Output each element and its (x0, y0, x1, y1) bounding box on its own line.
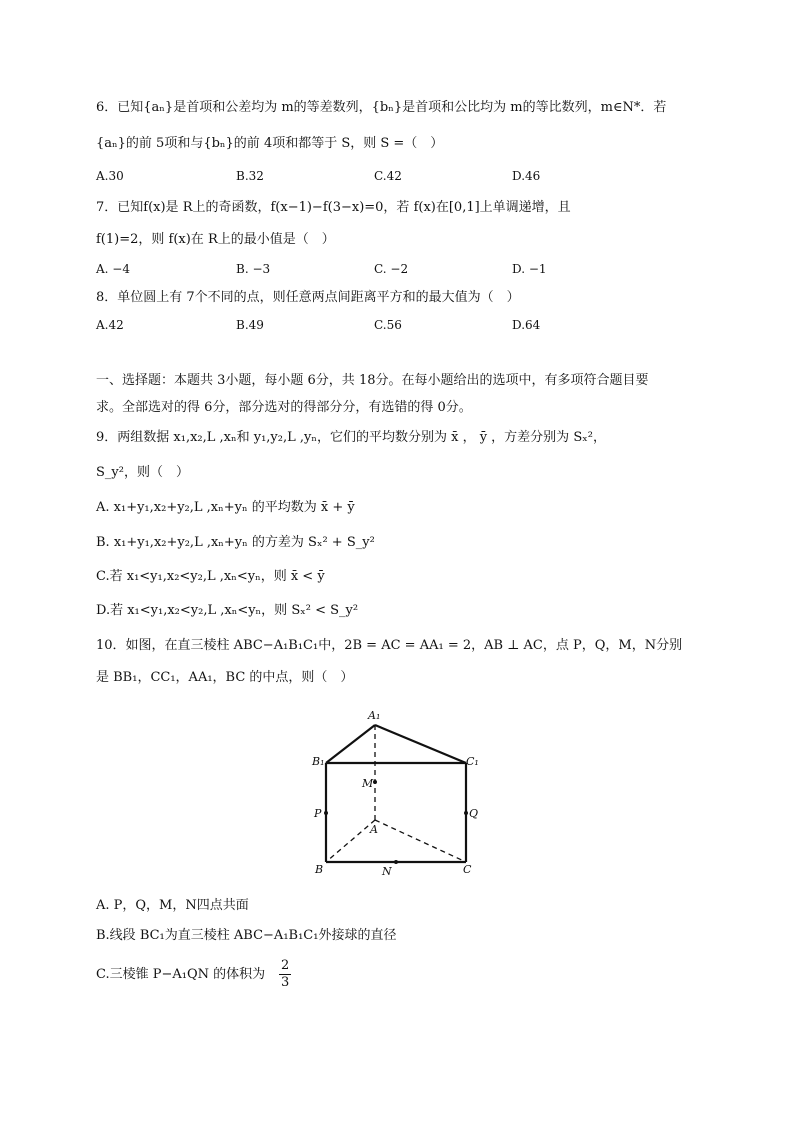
q7-option-b: B. −3 (236, 262, 271, 276)
label-n: N (382, 865, 392, 878)
q8-stem: 8．单位圆上有 7个不同的点，则任意两点间距离平方和的最大值为（ ） (96, 290, 520, 305)
q7-option-d: D. −1 (512, 262, 547, 276)
fraction-denominator: 3 (281, 975, 290, 990)
edge-b1a1 (326, 725, 375, 763)
q7-stem-line2: f(1)=2，则 f(x)在 R上的最小值是（ ） (96, 232, 335, 247)
q7-options (96, 262, 656, 282)
q6-stem-line2: {aₙ}的前 5项和与{bₙ}的前 4项和都等于 S，则 S =（ ） (96, 136, 444, 151)
q9-option-c: C.若 x₁<y₁,x₂<y₂,L ,xₙ<yₙ，则 x̄ < ȳ (96, 569, 325, 584)
q8-option-a: A.42 (96, 318, 124, 332)
label-c1: C₁ (466, 755, 479, 768)
q6-option-a: A.30 (96, 169, 124, 183)
label-a1: A₁ (368, 709, 381, 722)
q10-option-b: B.线段 BC₁为直三棱柱 ABC−A₁B₁C₁外接球的直径 (96, 928, 397, 943)
q10-stem-line2: 是 BB₁，CC₁，AA₁，BC 的中点，则（ ） (96, 670, 354, 685)
q6-stem-line1: 6．已知{aₙ}是首项和公差均为 m的等差数列，{bₙ}是首项和公比均为 m的等比数列，m∈N*．若 (96, 100, 667, 115)
q9-option-b: B. x₁+y₁,x₂+y₂,L ,xₙ+yₙ 的方差为 Sₓ² + S_y² (96, 535, 375, 550)
q8-option-b: B.49 (236, 318, 264, 332)
prism-solid-edges (326, 725, 466, 862)
q7-stem-line1: 7．已知f(x)是 R上的奇函数，f(x−1)−f(3−x)=0，若 f(x)在[0,1]上单调递增，且 (96, 200, 571, 215)
q9-option-a: A. x₁+y₁,x₂+y₂,L ,xₙ+yₙ 的平均数为 x̄ + ȳ (96, 500, 355, 515)
midpoint-dots (324, 780, 468, 864)
section-instructions-line1: 一、选择题：本题共 3小题，每小题 6分，共 18分。在每小题给出的选项中，有多项符合题目要 (96, 373, 649, 388)
label-b: B (315, 863, 324, 876)
q9-stem-line1: 9．两组数据 x₁,x₂,L ,xₙ和 y₁,y₂,L ,yₙ，它们的平均数分别为 x̄ ， ȳ ，方差分别为 Sₓ²， (96, 430, 606, 445)
q6-option-d: D.46 (512, 169, 541, 183)
edge-ac (375, 820, 466, 862)
q8-option-c: C.56 (374, 318, 402, 332)
q10-stem-line1: 10．如图，在直三棱柱 ABC−A₁B₁C₁中，2B = AC = AA₁ = 2，AB ⊥ AC，点 P，Q，M，N分别 (96, 638, 683, 653)
q8-options (96, 318, 656, 338)
point-m (373, 780, 377, 784)
edge-a1c1 (375, 725, 466, 763)
label-c: C (463, 863, 472, 876)
label-b1: B₁ (312, 755, 325, 768)
label-q: Q (469, 807, 479, 820)
prism-figure (310, 705, 490, 885)
point-n (394, 860, 398, 864)
label-p: P (314, 807, 322, 820)
q6-option-c: C.42 (374, 169, 402, 183)
q10-option-a: A. P，Q，M，N四点共面 (96, 898, 249, 913)
fraction-numerator: 2 (281, 958, 290, 973)
q6-options (96, 169, 656, 189)
q8-option-d: D.64 (512, 318, 541, 332)
point-q (464, 811, 468, 815)
point-p (324, 811, 328, 815)
label-a: A (370, 823, 378, 836)
q7-option-c: C. −2 (374, 262, 409, 276)
label-m: M (362, 777, 374, 790)
q7-option-a: A. −4 (96, 262, 130, 276)
q9-stem-line2: S_y²，则（ ） (96, 465, 189, 480)
q10-option-c-fraction (279, 958, 291, 991)
q9-option-d: D.若 x₁<y₁,x₂<y₂,L ,xₙ<yₙ，则 Sₓ² < S_y² (96, 603, 359, 618)
section-instructions-line2: 求。全部选对的得 6分，部分选对的得部分分，有选错的得 0分。 (96, 400, 472, 415)
q10-option-c-text: C.三棱锥 P−A₁QN 的体积为 (96, 967, 266, 982)
edge-ab (326, 820, 375, 862)
q6-option-b: B.32 (236, 169, 264, 183)
